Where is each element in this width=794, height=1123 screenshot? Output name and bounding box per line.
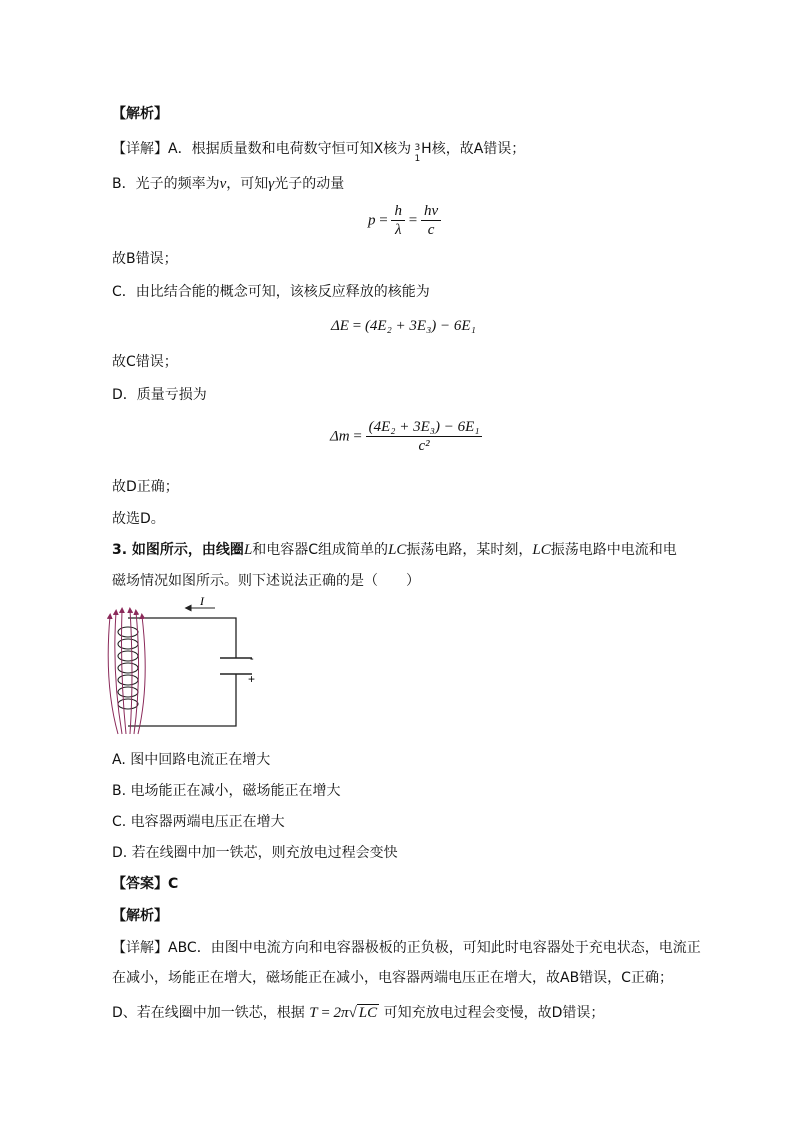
equals-sign: = — [408, 212, 418, 229]
explanation-c: C．由比结合能的概念可知，该核反应释放的核能为 — [112, 284, 430, 300]
option-b: B. 电场能正在减小，磁场能正在增大 — [112, 783, 341, 799]
mass-delta-m: Δm — [330, 428, 350, 445]
period-t: T — [309, 1005, 318, 1021]
frequency-symbol: ν — [219, 176, 227, 192]
explanation-b-suffix: 光子的动量 — [274, 176, 345, 192]
explanation-a-prefix: 【详解】A．根据质量数和电荷数守恒可知 — [112, 141, 374, 157]
nuclide-symbol: H — [421, 141, 432, 157]
analysis-heading-1: 【解析】 — [112, 106, 168, 122]
gamma-symbol: γ — [268, 176, 275, 192]
explanation-d: D．质量亏损为 — [112, 387, 207, 403]
energy-rhs: (4E₂ + 3E₃) − 6E₁ — [364, 318, 476, 334]
explanation-d-correct: 故D正确； — [112, 479, 179, 495]
inductor-symbol: L — [243, 542, 253, 558]
momentum-equation — [368, 202, 441, 239]
equals-sign: = — [321, 1005, 330, 1021]
question-3-line-2: 磁场情况如图所示。则下述说法正确的是（ ） — [112, 573, 420, 589]
fraction-numerator: h — [391, 202, 405, 221]
nuclide-charge-number: 1 — [414, 154, 421, 164]
period-sqrt-lc: LC — [358, 1005, 378, 1021]
explanation-b-prefix: B．光子的频率为 — [112, 176, 220, 192]
fraction-hnu-c — [421, 202, 441, 239]
question-3-mid: 和电容器C组成简单的 — [252, 542, 389, 558]
capacitor-minus-label: - — [250, 653, 254, 665]
inductor-coil — [118, 627, 138, 709]
fraction-mass-defect — [366, 418, 483, 455]
lc-symbol: LC — [532, 542, 551, 558]
explanation-b-error: 故B错误； — [112, 251, 178, 267]
lc-symbol: LC — [388, 542, 407, 558]
capacitor-plus-label: + — [248, 672, 256, 686]
fraction-numerator: hν — [421, 202, 441, 221]
circuit-wire — [128, 674, 236, 726]
nuclide-notation — [411, 139, 421, 164]
energy-delta-e: ΔE — [331, 318, 349, 334]
explanation-a-mid: 核为 — [383, 141, 412, 157]
option-a: A. 图中回路电流正在增大 — [112, 752, 271, 768]
answer-line: 【答案】C — [112, 876, 179, 892]
explanation-a-suffix: 核，故A错误； — [431, 141, 526, 157]
period-formula: T = 2π√ LC — [309, 1005, 378, 1021]
option-d: D. 若在线圈中加一铁芯，则充放电过程会变快 — [112, 845, 398, 861]
option-c: C. 电容器两端电压正在增大 — [112, 814, 285, 830]
mass-defect-equation — [330, 418, 482, 455]
lc-circuit-figure — [100, 594, 270, 740]
explanation-b-mid: ，可知 — [226, 176, 269, 192]
choose-answer: 故选D。 — [112, 511, 165, 527]
analysis-heading-2: 【解析】 — [112, 908, 168, 924]
explanation-a-x: X — [373, 141, 384, 157]
momentum-p: p — [368, 212, 376, 229]
equals-sign: = — [352, 318, 362, 334]
question-3-line-1 — [112, 540, 677, 560]
equals-sign: = — [379, 212, 388, 229]
period-two-pi: 2π — [333, 1005, 349, 1021]
explanation-a — [112, 139, 526, 164]
equals-sign: = — [353, 428, 362, 445]
fraction-numerator: (4E₂ + 3E₃) − 6E₁ — [366, 418, 483, 437]
fraction-denominator: c² — [418, 438, 430, 454]
explanation-c-error: 故C错误； — [112, 354, 178, 370]
question-3-mid-2: 振荡电路，某时刻， — [406, 542, 533, 558]
question-3-end: 振荡电路中电流和电 — [550, 542, 677, 558]
nuclide-mass-number: 3 — [414, 143, 421, 153]
explanation-d2 — [112, 1003, 604, 1023]
question-3-prefix: 3. 如图所示，由线圈 — [112, 542, 244, 558]
fraction-denominator: c — [427, 222, 435, 238]
explanation-d2-prefix: D、若在线圈中加一铁芯，根据 — [112, 1005, 305, 1021]
explanation-d2-suffix: 可知充放电过程会变慢，故D错误； — [383, 1005, 605, 1021]
explanation-b — [112, 174, 344, 194]
fraction-h-lambda — [391, 202, 405, 239]
explanation-abc-line-1: 【详解】ABC．由图中电流方向和电容器极板的正负极，可知此时电容器处于充电状态，电流正 — [112, 940, 701, 956]
energy-equation — [331, 316, 476, 336]
current-label: I — [200, 594, 204, 608]
fraction-denominator: λ — [394, 222, 402, 238]
magnetic-field-lines — [108, 610, 145, 734]
explanation-abc-line-2: 在减小，场能正在增大，磁场能正在减小，电容器两端电压正在增大，故AB错误，C正确； — [112, 970, 673, 986]
